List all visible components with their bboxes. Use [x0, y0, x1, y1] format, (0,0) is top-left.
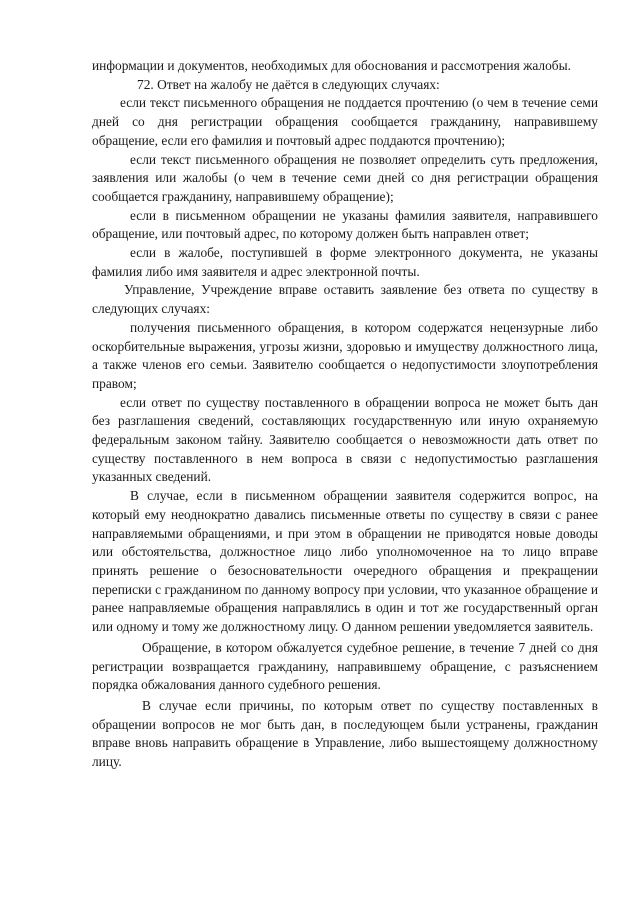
paragraph-offensive-language: получения письменного обращения, в котором содержатся нецензурные либо оскорбительные выражения, угрозы жизни, здоровью и имуществу должностного лица, а также членов его семьи. Заявителю сообщается о недопустимости злоупотребления правом;	[92, 319, 598, 391]
paragraph-reasons-removed: В случае если причины, по которым ответ по существу поставленных в обращении вопросов не мог быть дан, в последующем были устранены, гражданин вправе вновь направить обращение в Управление, либо вышестоящему должностному лицу.	[92, 697, 598, 770]
paragraph-undefined-essence: если текст письменного обращения не позволяет определить суть предложения, заявления или жалобы (о чем в течение семи дней со дня регистрации обращения сообщается гражданину, направившему обращение);	[92, 151, 598, 204]
paragraph-secret-information: если ответ по существу поставленного в обращении вопроса не может быть дан без разглашения сведений, составляющих государственную или иную охраняемую федеральным законом тайну. Заявителю сообщается о невозможности дать ответ по существу поставленного в нем вопроса в связи с недопустимостью разглашения указанных сведений.	[92, 394, 598, 485]
paragraph-repeated-appeal: В случае, если в письменном обращении заявителя содержится вопрос, на который ему неоднократно давались письменные ответы по существу в связи с ранее направляемыми обращениями, и при этом в обращении не приводятся новые доводы или обстоятельства, должностное лицо либо уполномоченное на то лицо вправе принять решение о безосновательности очередного обращения и прекращении переписки с гражданином по данному вопросу при условии, что указанное обращение и ранее направляемые обращения направлялись в один и тот же государственный орган или одному и тому же должностному лицу. О данном решении уведомляется заявитель.	[92, 488, 598, 635]
paragraph-electronic-complaint: если в жалобе, поступившей в форме электронного документа, не указаны фамилия либо имя заявителя и адрес электронной почты.	[92, 245, 598, 279]
paragraph-item-72: 72. Ответ на жалобу не даётся в следующих случаях:	[137, 76, 440, 92]
paragraph-authority-right: Управление, Учреждение вправе оставить заявление без ответа по существу в следующих случаях:	[92, 282, 598, 317]
paragraph-unreadable-text: если текст письменного обращения не поддается прочтению (о чем в течение семи дней со дня регистрации обращения сообщается гражданину, направившему обращение, если его фамилия и почтовый адрес поддаются прочтению);	[92, 95, 598, 148]
paragraph-court-decision: Обращение, в котором обжалуется судебное решение, в течение 7 дней со дня регистрации возвращается гражданину, направившему обращение, с разъяснением порядка обжалования данного судебного решения.	[92, 639, 598, 693]
paragraph-no-name-address: если в письменном обращении не указаны фамилия заявителя, направившего обращение, или почтовый адрес, по которому должен быть направлен ответ;	[92, 207, 598, 242]
document-body	[92, 57, 598, 772]
paragraph-continuation: информации и документов, необходимых для обоснования и рассмотрения жалобы.	[92, 58, 571, 73]
